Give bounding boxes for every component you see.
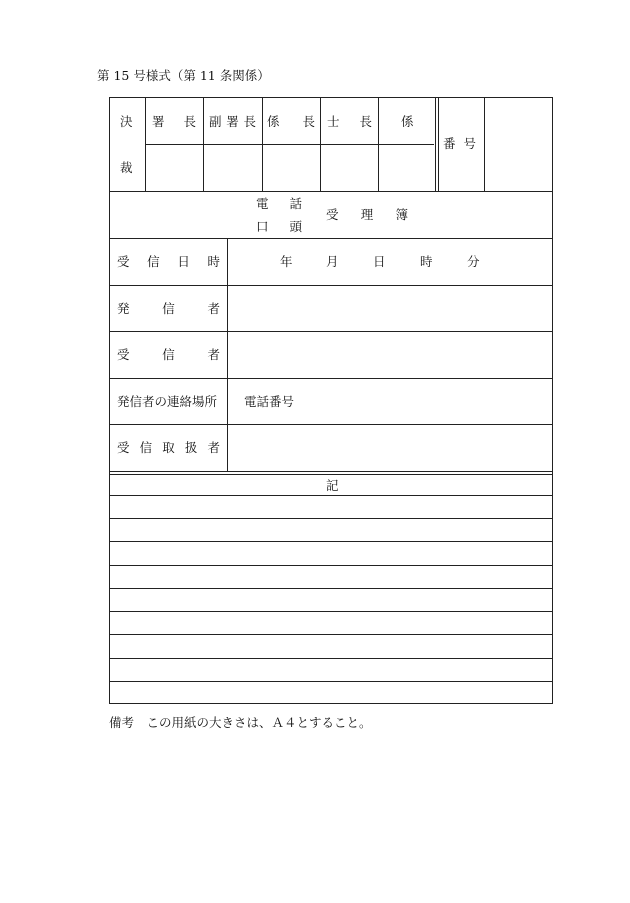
label-column-divider bbox=[227, 238, 228, 471]
approval-header-deputy-chief bbox=[209, 116, 256, 129]
label-char: 者 bbox=[207, 301, 220, 316]
number-col-divider bbox=[484, 98, 485, 191]
label-char: 者 bbox=[207, 347, 220, 362]
number-label bbox=[443, 138, 476, 151]
approval-col-divider bbox=[435, 98, 436, 191]
register-name-char: 簿 bbox=[395, 207, 408, 222]
label-char: 取 bbox=[162, 440, 175, 455]
approval-header-section-chief bbox=[267, 116, 315, 129]
sender-contact-label: 発信者の連絡場所 bbox=[117, 394, 218, 409]
method-phone-char: 話 bbox=[289, 196, 302, 211]
notes-line bbox=[110, 658, 552, 659]
divider-double-top bbox=[110, 471, 552, 472]
received-datetime-label bbox=[117, 256, 220, 269]
label-char: 信 bbox=[139, 440, 153, 455]
divider bbox=[110, 378, 552, 379]
label-char: 信 bbox=[162, 301, 175, 316]
approval-header-char: 長 bbox=[243, 114, 256, 129]
unit-minute: 分 bbox=[467, 254, 480, 269]
label-char: 時 bbox=[207, 254, 220, 269]
label-char: 信 bbox=[162, 347, 175, 362]
label-char: 受 bbox=[117, 347, 130, 362]
approval-header-staff: 係 bbox=[401, 114, 414, 129]
divider bbox=[110, 191, 552, 192]
label-char: 者 bbox=[207, 440, 220, 455]
reception-register-form bbox=[109, 97, 553, 704]
approval-header-char: 長 bbox=[359, 114, 372, 129]
approval-label-bottom: 裁 bbox=[120, 160, 133, 175]
approval-header-char: 係 bbox=[267, 114, 280, 129]
sender-label bbox=[117, 303, 220, 316]
unit-day: 日 bbox=[373, 254, 386, 269]
notes-line bbox=[110, 588, 552, 589]
label-char: 受 bbox=[117, 254, 130, 269]
divider bbox=[110, 331, 552, 332]
label-char: 扱 bbox=[184, 440, 198, 455]
register-name-char: 受 bbox=[326, 207, 339, 222]
footer-note: 備考 この用紙の大きさは、Ａ４とすること。 bbox=[109, 715, 372, 730]
method-oral-char: 口 bbox=[256, 219, 269, 234]
method-phone-char: 電 bbox=[256, 196, 269, 211]
number-label-char: 号 bbox=[463, 136, 476, 151]
handler-label bbox=[117, 442, 220, 455]
notes-line bbox=[110, 541, 552, 542]
approval-header-chief bbox=[152, 116, 196, 129]
approval-header-char: 署 bbox=[226, 114, 239, 129]
approval-header-char: 副 bbox=[209, 114, 222, 129]
approval-header-char: 士 bbox=[327, 114, 340, 129]
approval-header-char: 署 bbox=[152, 114, 165, 129]
approval-col-divider-double bbox=[438, 98, 439, 191]
notes-line bbox=[110, 565, 552, 566]
label-char: 受 bbox=[117, 440, 130, 455]
form-title: 第 15 号様式（第 11 条関係） bbox=[97, 68, 270, 83]
notes-line bbox=[110, 495, 552, 496]
approval-label-top: 決 bbox=[120, 114, 133, 129]
approval-header-senior bbox=[327, 116, 372, 129]
method-oral-char: 頭 bbox=[289, 219, 302, 234]
notes-heading: 記 bbox=[326, 478, 339, 493]
unit-hour: 時 bbox=[420, 254, 433, 269]
number-label-char: 番 bbox=[443, 136, 456, 151]
notes-line bbox=[110, 634, 552, 635]
receiver-label bbox=[117, 349, 220, 362]
unit-year: 年 bbox=[280, 254, 293, 269]
approval-header-char: 長 bbox=[183, 114, 196, 129]
phone-number-label: 電話番号 bbox=[244, 394, 295, 409]
label-char: 日 bbox=[177, 254, 190, 269]
divider-double-bottom bbox=[110, 474, 552, 475]
notes-line bbox=[110, 518, 552, 519]
register-name-char: 理 bbox=[360, 207, 374, 222]
approval-header-char: 長 bbox=[302, 114, 315, 129]
divider bbox=[110, 285, 552, 286]
notes-line bbox=[110, 681, 552, 682]
notes-line bbox=[110, 611, 552, 612]
approval-header-line bbox=[145, 144, 434, 145]
divider bbox=[110, 238, 552, 239]
divider bbox=[110, 424, 552, 425]
label-char: 信 bbox=[147, 254, 160, 269]
register-name bbox=[326, 209, 408, 222]
unit-month: 月 bbox=[326, 254, 339, 269]
label-char: 発 bbox=[117, 301, 130, 316]
method-oral bbox=[256, 221, 302, 234]
method-phone bbox=[256, 198, 302, 211]
